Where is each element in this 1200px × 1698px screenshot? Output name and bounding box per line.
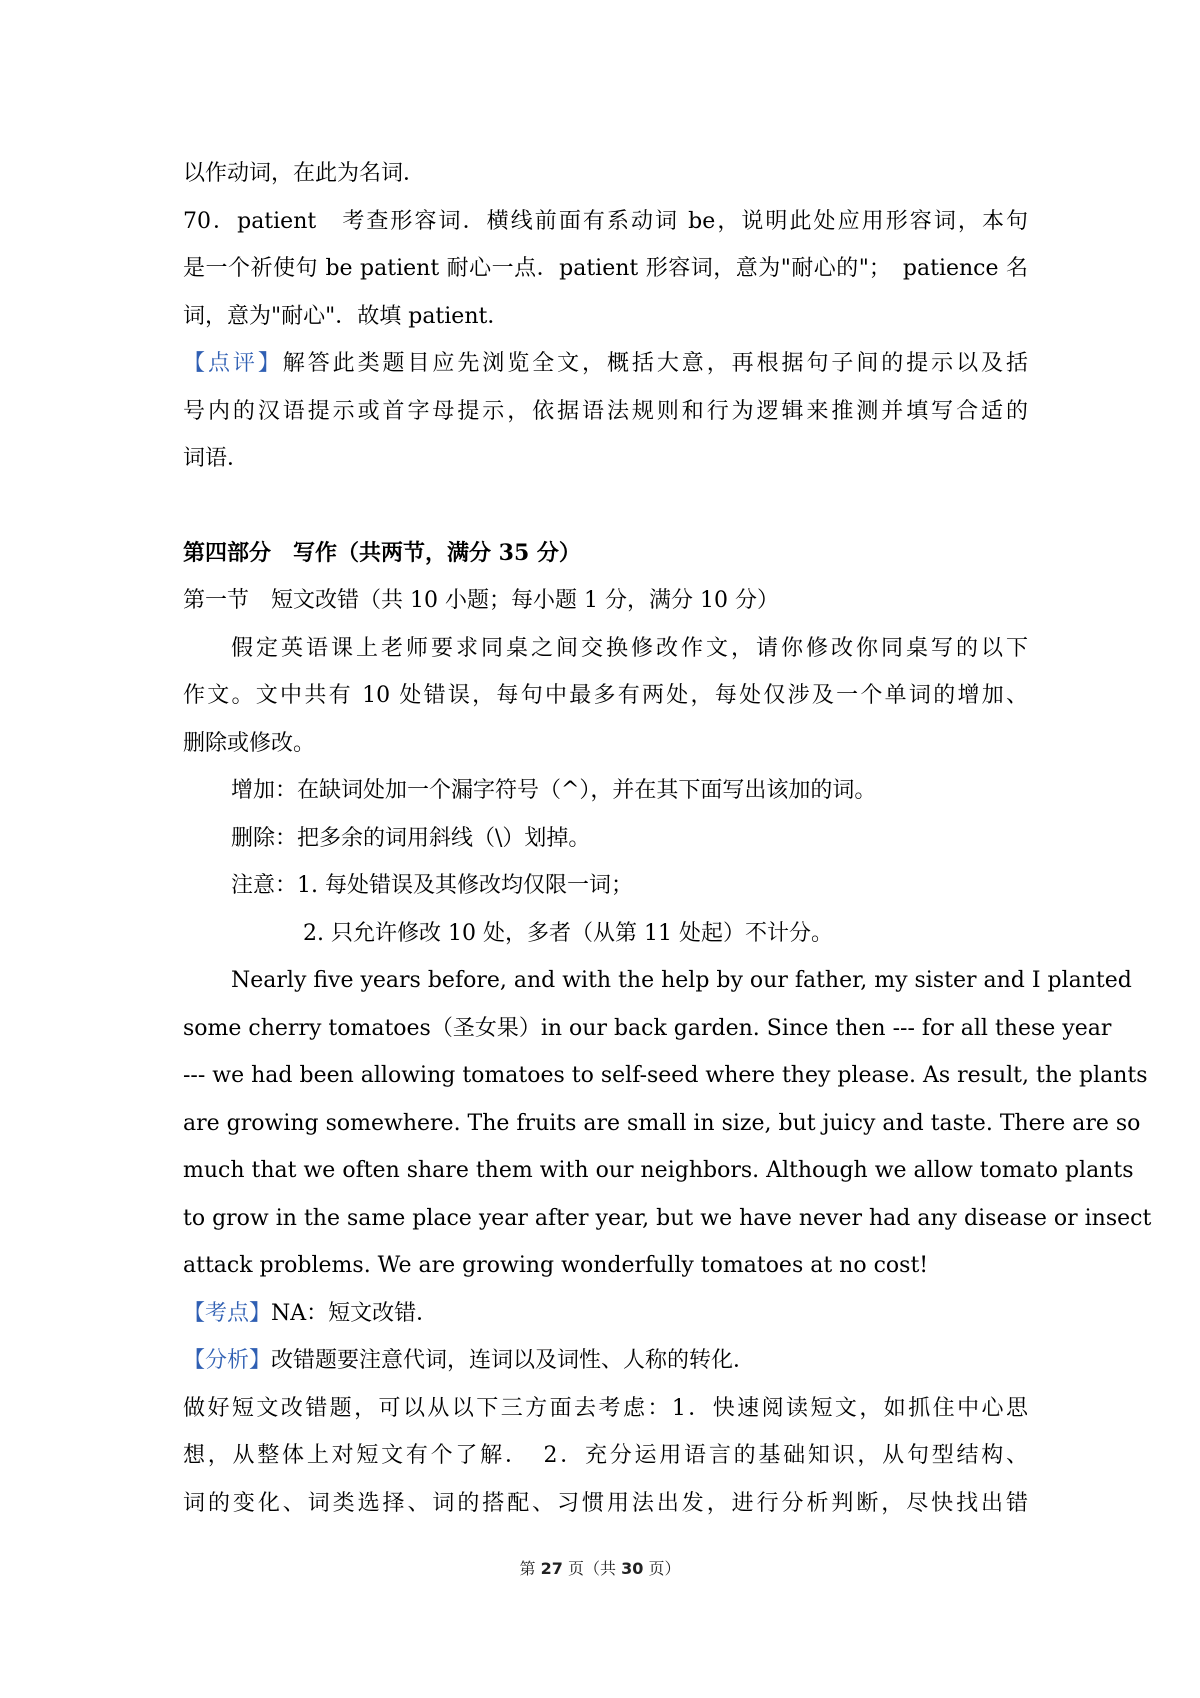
text-line: 词，意为"耐心"．故填 patient． (183, 303, 510, 329)
review-tag: 【点评】 (183, 351, 283, 376)
text-line: 做好短文改错题，可以从以下三方面去考虑：1．快速阅读短文，如抓住中心思 (183, 1395, 1028, 1421)
text-line: 删除或修改。 (183, 730, 316, 756)
passage-line: some cherry tomatoes（圣女果）in our back garden. Since then --- for all these year (183, 1015, 1112, 1041)
footer-suffix: 页） (648, 1559, 681, 1578)
passage-line: --- we had been allowing tomatoes to self-seed where they please. As result, the plants (183, 1063, 1148, 1088)
text-line: 假定英语课上老师要求同桌之间交换修改作文，请你修改你同桌写的以下 (231, 635, 1028, 661)
kaodian-line (183, 1290, 1028, 1338)
page-footer (0, 1556, 1200, 1579)
text-line: 70．patient 考查形容词．横线前面有系动词 be，说明此处应用形容词，本句 (183, 208, 1028, 234)
instruction-add: 增加：在缺词处加一个漏字符号（^），并在其下面写出该加的词。 (231, 778, 877, 803)
text-line: 解答此类题目应先浏览全文，概括大意，再根据句子间的提示以及括 (282, 351, 1028, 376)
fenxi-tag: 【分析】 (183, 1348, 272, 1373)
section-heading: 第四部分 写作（共两节，满分 35 分） (183, 539, 581, 566)
subsection-heading: 第一节 短文改错（共 10 小题；每小题 1 分，满分 10 分） (183, 588, 779, 613)
passage-line: Nearly five years before, and with the help by our father, my sister and I planted (231, 968, 1132, 993)
passage-line: attack problems. We are growing wonderfully tomatoes at no cost! (183, 1253, 929, 1278)
spacer (183, 483, 1028, 530)
instruction-delete: 删除：把多余的词用斜线（\）划掉。 (231, 825, 591, 851)
text-line: 是一个祈使句 be patient 耐心一点．patient 形容词，意为"耐心的"； patience 名 (183, 256, 1028, 281)
text-line: 号内的汉语提示或首字母提示，依据语法规则和行为逻辑来推测并填写合适的 (183, 398, 1028, 424)
fenxi-line (183, 1337, 1028, 1385)
footer-total-pages: 30 (621, 1559, 644, 1578)
footer-page-number: 27 (540, 1559, 563, 1578)
review-line (183, 340, 1028, 388)
document-page (183, 150, 1152, 1527)
kaodian-tag: 【考点】 (183, 1300, 272, 1326)
text-line: 作文。文中共有 10 处错误，每句中最多有两处，每处仅涉及一个单词的增加、 (183, 683, 1028, 708)
passage-line: are growing somewhere. The fruits are small in size, but juicy and taste. There are so (183, 1110, 1141, 1136)
footer-mid: 页（共 (567, 1559, 616, 1578)
instruction-note: 注意：1. 每处错误及其修改均仅限一词； (231, 873, 633, 898)
text-line: 改错题要注意代词，连词以及词性、人称的转化． (271, 1348, 756, 1373)
instruction-note-2: 2. 只允许修改 10 处，多者（从第 11 处起）不计分。 (303, 920, 833, 946)
passage-line: much that we often share them with our neighbors. Although we allow tomato plants (183, 1158, 1134, 1183)
text-line: 词的变化、词类选择、词的搭配、习惯用法出发，进行分析判断，尽快找出错 (183, 1490, 1028, 1516)
text-line: NA：短文改错． (271, 1300, 439, 1326)
text-line: 想，从整体上对短文有个了解． 2．充分运用语言的基础知识，从句型结构、 (183, 1443, 1028, 1468)
passage-line: to grow in the same place year after year, but we have never had any disease or insect (183, 1205, 1152, 1231)
footer-prefix: 第 (519, 1559, 536, 1578)
text-line: 以作动词，在此为名词． (183, 161, 426, 186)
text-line: 词语． (183, 446, 250, 471)
